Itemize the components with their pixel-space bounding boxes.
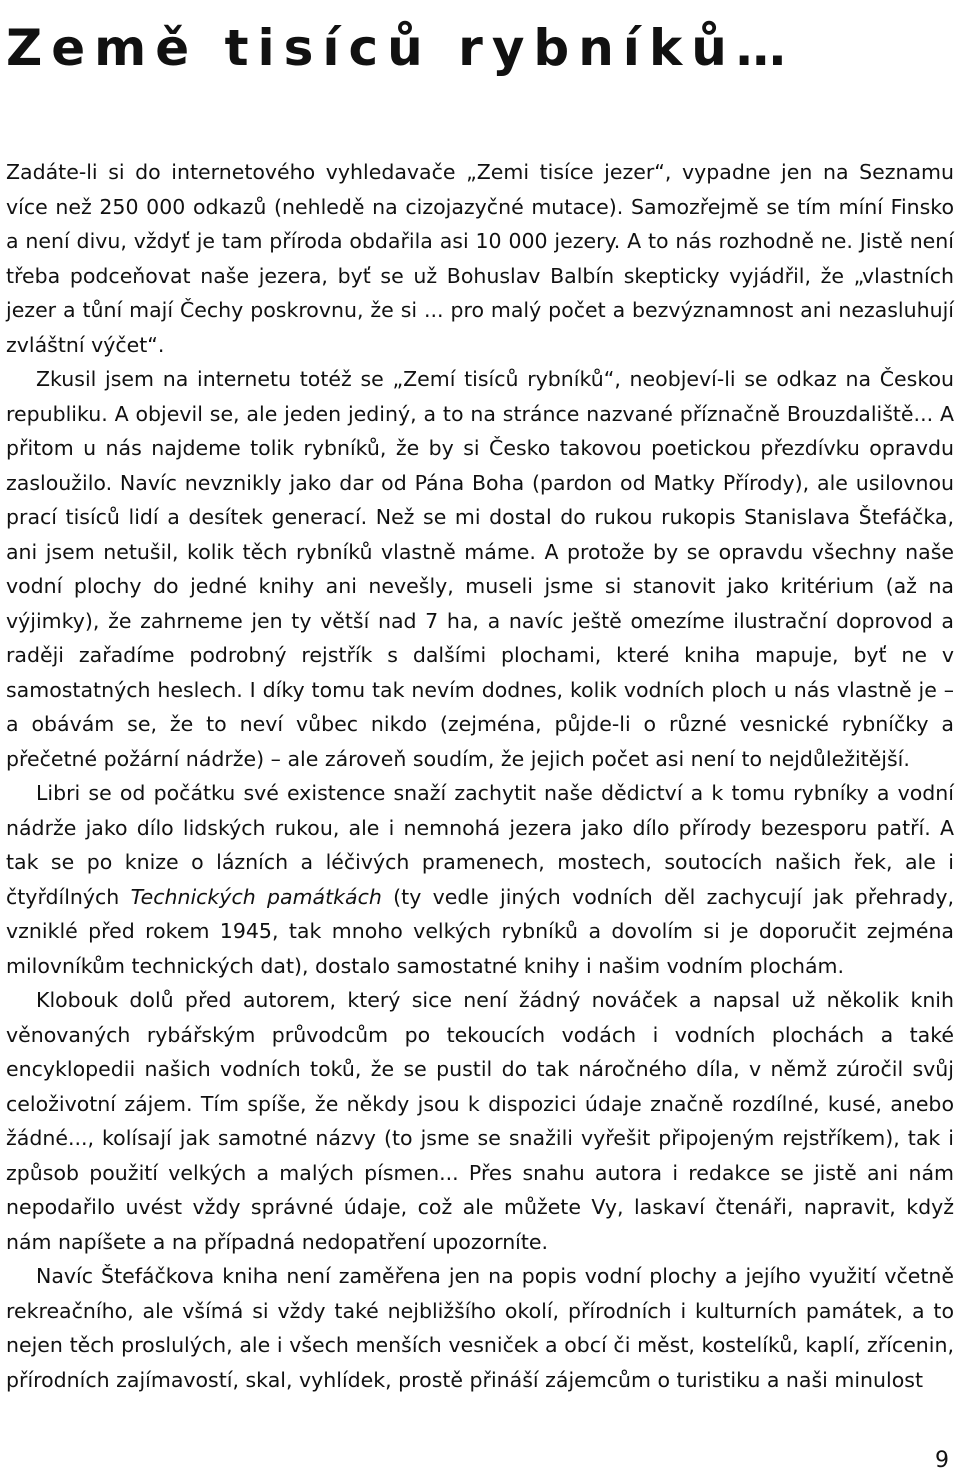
body-text xyxy=(6,155,954,1397)
paragraph-3 xyxy=(6,776,954,983)
chapter-title: Země tisíců rybníků… xyxy=(6,19,795,77)
book-title-italic: Technických památkách xyxy=(130,884,382,909)
paragraph-1: Zadáte-li si do internetového vyhledavače „Zemi tisíce jezer“, vypadne jen na Seznamu více než 250 000 odkazů (nehledě na cizojazyčné mutace). Samozřejmě se tím míní Finsko a není divu, vždyť je tam příroda obdařila asi 10 000 jezery. A to nás rozhodně ne. Jistě není třeba podceňovat naše jezera, byť se už Bohuslav Balbín skepticky vyjádřil, že „vlastních jezer a tůní mají Čechy poskrovnu, že si ... pro malý počet a bezvýznamnost ani nezasluhují zvláštní výčet“. xyxy=(6,160,954,357)
paragraph-2: Zkusil jsem na internetu totéž se „Zemí tisíců rybníků“, neobjeví-li se odkaz na Českou republiku. A objevil se, ale jeden jediný, a to na stránce nazvané příznačně Brouzdaliště... A přitom u nás najdeme tolik rybníků, že by si Česko takovou poetickou přezdívku opravdu zasloužilo. Navíc nevznikly jako dar od Pána Boha (pardon od Matky Přírody), ale usilovnou prací tisíců lidí a desítek generací. Než se mi dostal do rukou rukopis Stanislava Štefáčka, ani jsem netušil, kolik těch rybníků vlastně máme. A protože by se opravdu všechny naše vodní plochy do jedné knihy ani nevešly, museli jsme si stanovit jako kritérium (až na výjimky), že zahrneme jen ty větší nad 7 ha, a navíc ještě omezíme ilustrační doprovod a raději zařadíme podrobný rejstřík s dalšími plochami, které kniha mapuje, byť ne v samostatných heslech. I díky tomu tak nevím dodnes, kolik vodních ploch u nás vlastně je – a obávám se, že to neví vůbec nikdo (zejména, půjde-li o různé vesnické rybníčky a přečetné požární nádrže) – ale zároveň soudím, že jejich počet asi není to nejdůležitější. xyxy=(6,367,954,771)
page-number: 9 xyxy=(935,1448,949,1473)
paragraph-4: Klobouk dolů před autorem, který sice není žádný nováček a napsal už několik knih věnovaných rybářským průvodcům po tekoucích vodách i vodních plochách a také encyklopedii našich vodních toků, že se pustil do tak náročného díla, v němž zúročil svůj celoživotní zájem. Tím spíše, že někdy jsou k dispozici údaje značně rozdílné, kusé, anebo žádné..., kolísají jak samotné názvy (to jsme se snažili vyřešit připojeným rejstříkem), tak i způsob použití velkých a malých písmen... Přes snahu autora i redakce se jistě ani nám nepodařilo uvést vždy správné údaje, což ale můžete Vy, laskaví čtenáři, napravit, když nám napíšete a na případná nedopatření upozorníte. xyxy=(6,988,954,1254)
paragraph-5: Navíc Štefáčkova kniha není zaměřena jen na popis vodní plochy a jejího využití včetně rekreačního, ale všímá si vždy také nejbližšího okolí, přírodních i kulturních památek, a to nejen těch proslulých, ale i všech menších vesniček a obcí či měst, kostelíků, kaplí, zřícenin, přírodních zajímavostí, skal, vyhlídek, prostě přináší zájemcům o turistiku a naši minulost xyxy=(6,1264,954,1392)
paragraph-3-text-start: Libri se od počátku své existence snaží zachytit naše dědictví a k tomu rybníky a vodní nádrže jako dílo lidských rukou, ale i nemnohá jezera jako dílo přírody bezesporu patří. A tak se po knize o lázních a léčivých pramenech, mostech, soutocích našich řek, ale i čtyřdílných xyxy=(6,781,954,909)
paragraph-3-text-end: (ty vedle jiných vodních děl zachycují jak přehrady, vzniklé před rokem 1945, tak mnoho velkých rybníků a dovolím si je doporučit zejména milovníkům technických dat), dostalo samostatné knihy i našim vodním plochám. xyxy=(6,884,954,978)
